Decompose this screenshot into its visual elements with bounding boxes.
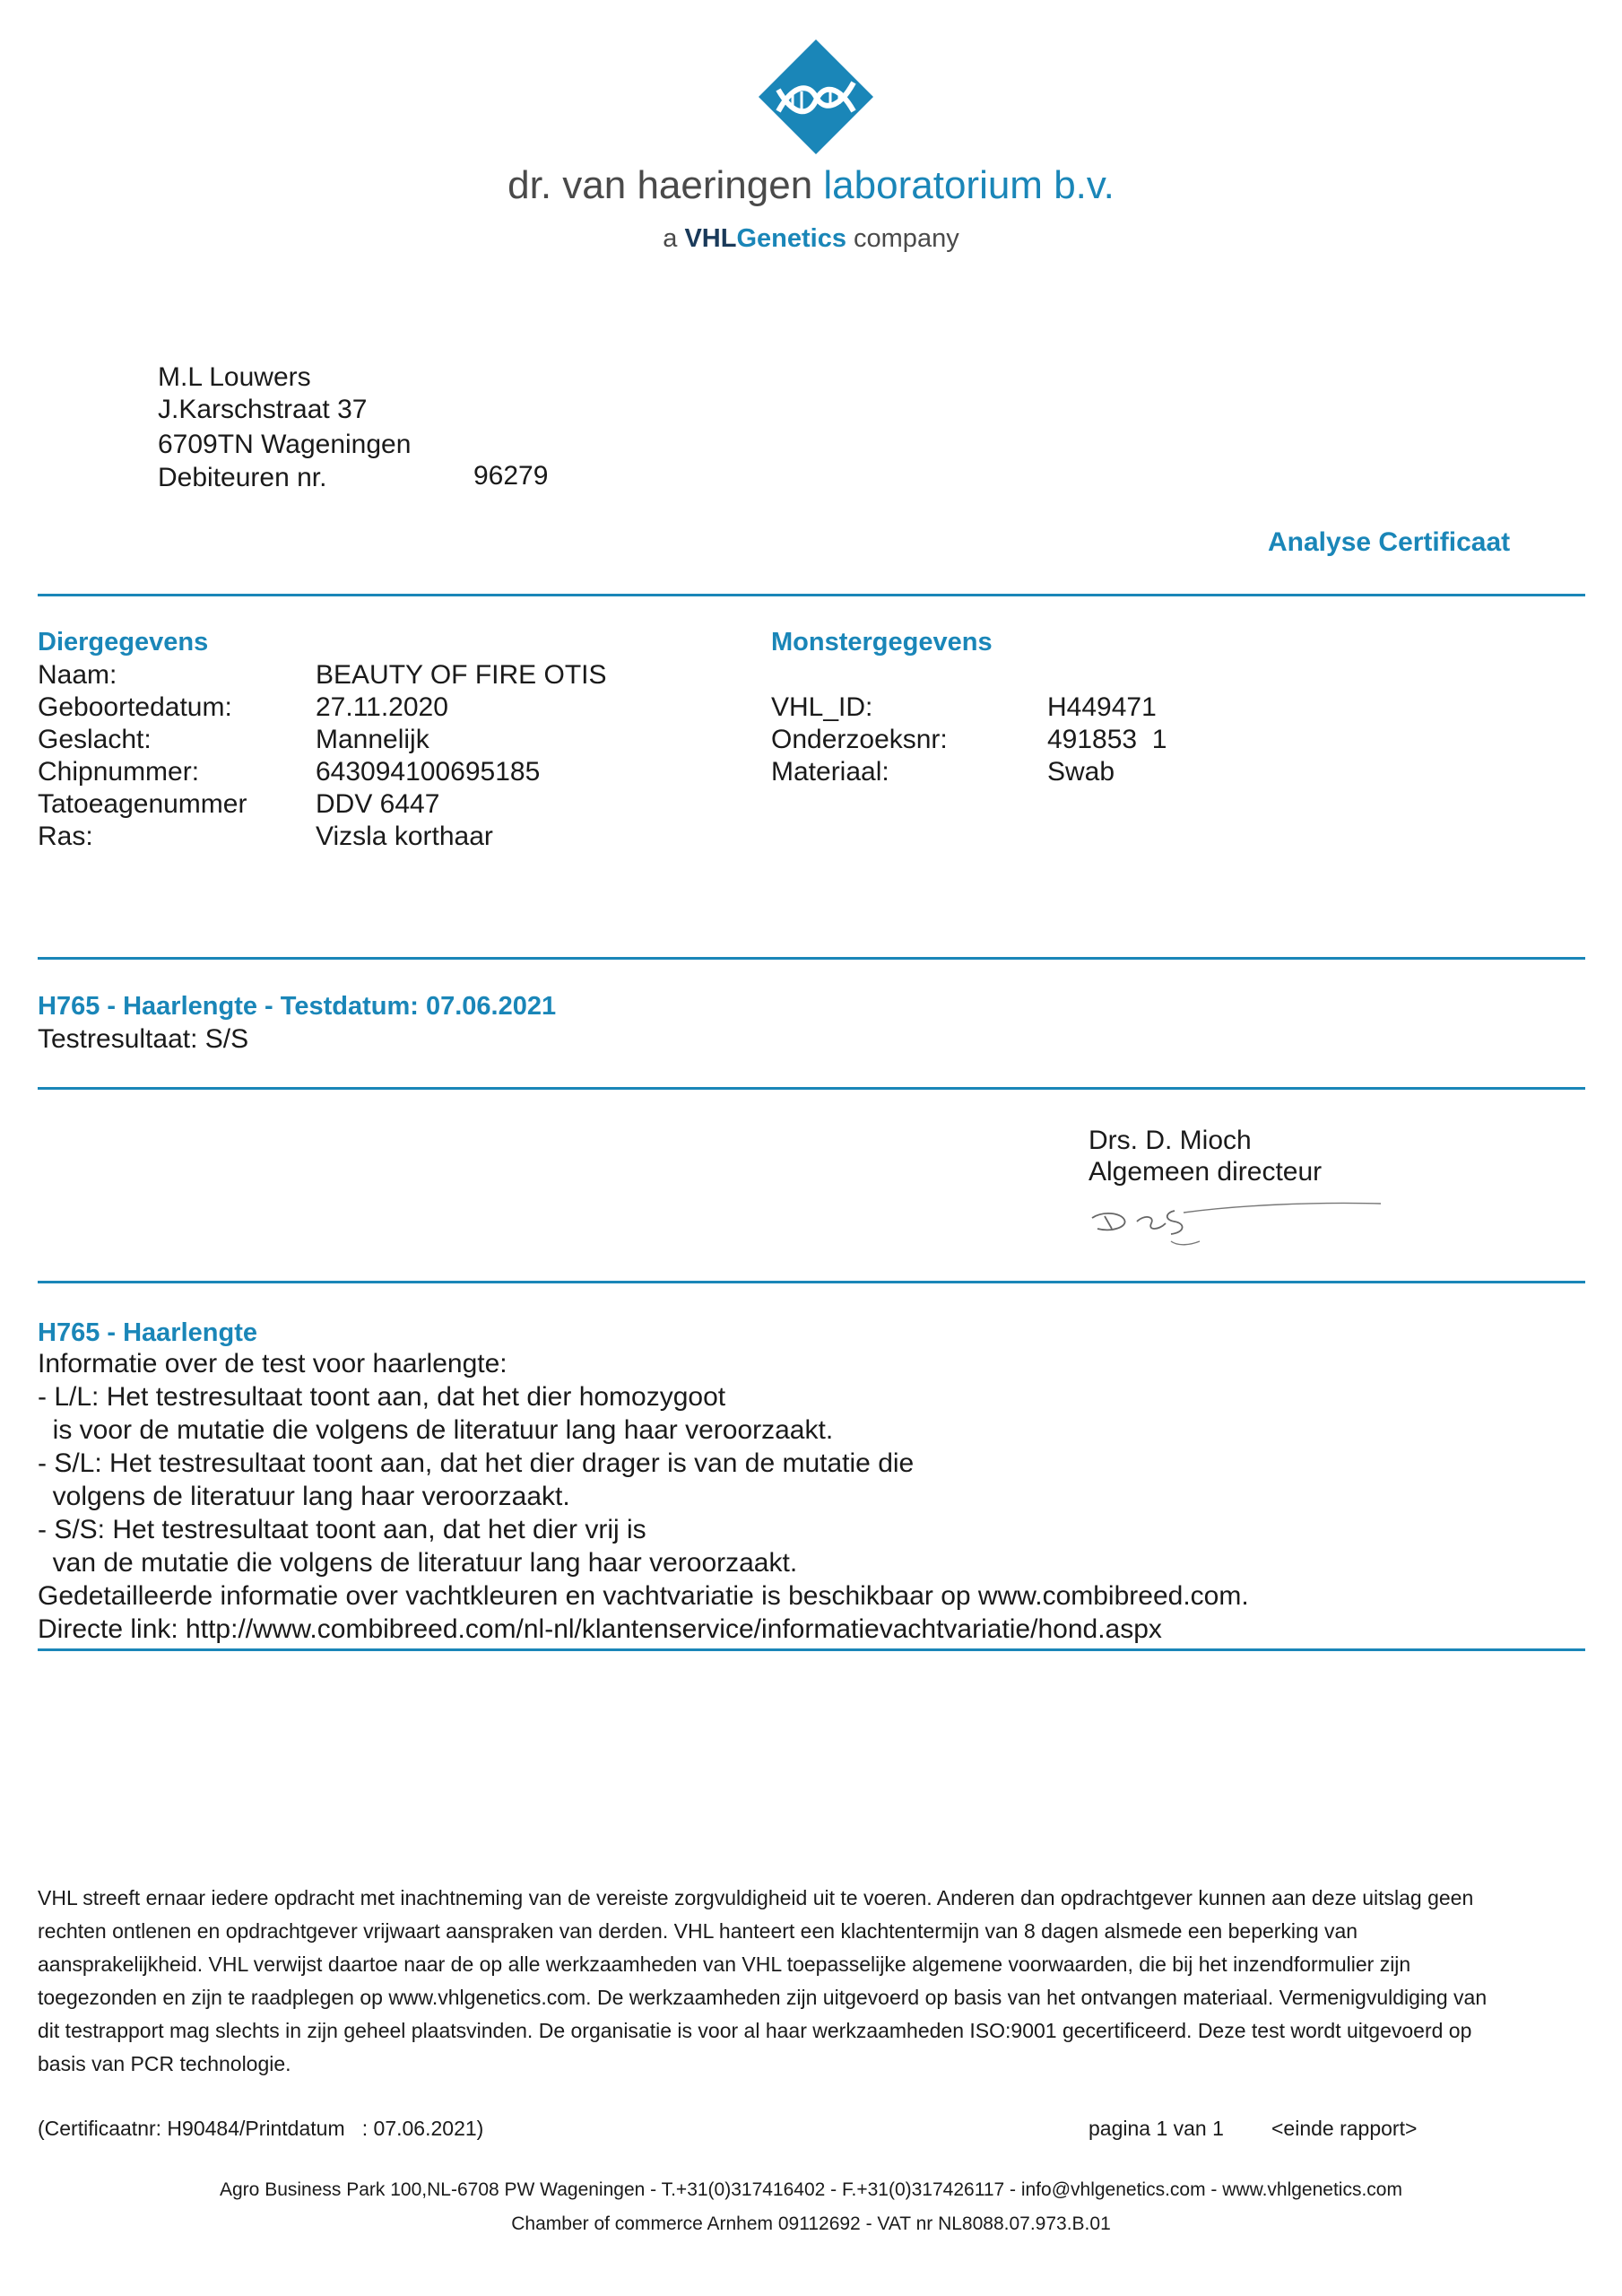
recipient-city: 6709TN Wageningen xyxy=(158,430,412,459)
animal-label: Ras: xyxy=(38,822,93,851)
certificate-number: (Certificaatnr: H90484/Printdatum : 07.06.2021) xyxy=(38,2117,484,2140)
tagline-vhl: VHL xyxy=(684,224,737,253)
signature-image xyxy=(1085,1193,1390,1256)
animal-value: 27.11.2020 xyxy=(316,692,448,722)
divider xyxy=(38,1087,1585,1090)
info-line: - S/L: Het testresultaat toont aan, dat het dier drager is van de mutatie die xyxy=(38,1448,915,1478)
sample-value: Swab xyxy=(1047,757,1115,787)
signatory xyxy=(1089,1125,1322,1187)
sample-section-heading: Monstergegevens xyxy=(771,628,993,657)
debtor-label: Debiteuren nr. xyxy=(158,463,327,492)
info-heading: H765 - Haarlengte xyxy=(38,1318,257,1347)
animal-value: Mannelijk xyxy=(316,725,429,754)
animal-label: Chipnummer: xyxy=(38,757,200,787)
divider xyxy=(38,1648,1585,1651)
info-line: - S/S: Het testresultaat toont aan, dat het dier vrij is xyxy=(38,1515,646,1544)
lab-name xyxy=(0,163,1622,208)
tagline-genetics: Genetics xyxy=(736,224,846,253)
company-registration: Chamber of commerce Arnhem 09112692 - VAT nr NL8088.07.973.B.01 xyxy=(511,2213,1111,2234)
info-line: - L/L: Het testresultaat toont aan, dat het dier homozygoot xyxy=(38,1382,726,1412)
company-tagline xyxy=(0,224,1622,254)
recipient-name: M.L Louwers xyxy=(158,362,311,392)
certificate-title: Analyse Certificaat xyxy=(1268,527,1511,557)
sample-label: Onderzoeksnr: xyxy=(771,725,948,754)
page-number: pagina 1 van 1 xyxy=(1089,2117,1224,2140)
animal-value: BEAUTY OF FIRE OTIS xyxy=(316,660,607,690)
end-of-report: <einde rapport> xyxy=(1271,2117,1418,2140)
divider xyxy=(38,594,1585,596)
animal-label: Geslacht: xyxy=(38,725,152,754)
info-line: volgens de literatuur lang haar veroorzaakt. xyxy=(38,1482,570,1511)
tagline-prefix: a xyxy=(663,224,685,253)
info-line: van de mutatie die volgens de literatuur lang haar veroorzaakt. xyxy=(38,1548,798,1578)
test-result: Testresultaat: S/S xyxy=(38,1024,249,1054)
sample-label: Materiaal: xyxy=(771,757,889,787)
lab-name-prefix: dr. van haeringen xyxy=(507,163,824,207)
info-line: Gedetailleerde informatie over vachtkleuren en vachtvariatie is beschikbaar op www.combibreed.com. xyxy=(38,1581,1249,1611)
info-link-line[interactable]: Directe link: http://www.combibreed.com/nl-nl/klantenservice/informatievachtvariatie/hond.aspx xyxy=(38,1614,1162,1644)
divider xyxy=(38,957,1585,960)
disclaimer: VHL streeft ernaar iedere opdracht met inachtneming van de vereiste zorgvuldigheid uit te voeren. Anderen dan opdrachtgever kunnen aan deze uitslag geen rechten ontlenen en opdrachtgever vrijwaart aanspraken van derden. VHL hanteert een klachtentermijn van 8 dagen alsmede een beperking van aansprakelijkheid. VHL verwijst daartoe naar de op alle werkzaamheden van VHL toepasselijke algemene voorwaarden, die bij het inzendformulier zijn toegezonden en zijn te raadplegen op www.vhlgenetics.com. De werkzaamheden zijn uitgevoerd op basis van het ontvangen materiaal. Vermenigvuldiging van dit testrapport mag slechts in zijn geheel plaatsvinden. De organisatie is voor al haar werkzaamheden ISO:9001 gecertificeerd. Deze test wordt uitgevoerd op basis van PCR technologie. xyxy=(38,1886,1488,2075)
recipient-street: J.Karschstraat 37 xyxy=(158,395,368,424)
dna-helix-logo-icon xyxy=(753,34,879,160)
animal-value: Vizsla korthaar xyxy=(316,822,493,851)
animal-value: DDV 6447 xyxy=(316,789,440,819)
tagline-company: company xyxy=(846,224,959,253)
info-line: is voor de mutatie die volgens de literatuur lang haar veroorzaakt. xyxy=(38,1415,834,1445)
divider xyxy=(38,1281,1585,1283)
animal-value: 643094100695185 xyxy=(316,757,541,787)
signatory-title: Algemeen directeur xyxy=(1089,1157,1323,1187)
animal-label: Naam: xyxy=(38,660,117,690)
info-line: Informatie over de test voor haarlengte: xyxy=(38,1349,507,1378)
sample-value: 491853 1 xyxy=(1047,725,1167,754)
sample-label: VHL_ID: xyxy=(771,692,873,722)
lab-name-suffix: laboratorium b.v. xyxy=(823,163,1115,207)
animal-section-heading: Diergegevens xyxy=(38,628,209,657)
sample-value: H449471 xyxy=(1047,692,1157,722)
test-heading: H765 - Haarlengte - Testdatum: 07.06.2021 xyxy=(38,992,557,1021)
animal-label: Geboortedatum: xyxy=(38,692,232,722)
signatory-name: Drs. D. Mioch xyxy=(1089,1126,1252,1155)
company-address: Agro Business Park 100,NL-6708 PW Wageningen - T.+31(0)317416402 - F.+31(0)317426117 - info@vhlgenetics.com - www.vhlgenetics.com xyxy=(220,2179,1402,2200)
debtor-number: 96279 xyxy=(473,461,549,491)
animal-label: Tatoeagenummer xyxy=(38,789,247,819)
